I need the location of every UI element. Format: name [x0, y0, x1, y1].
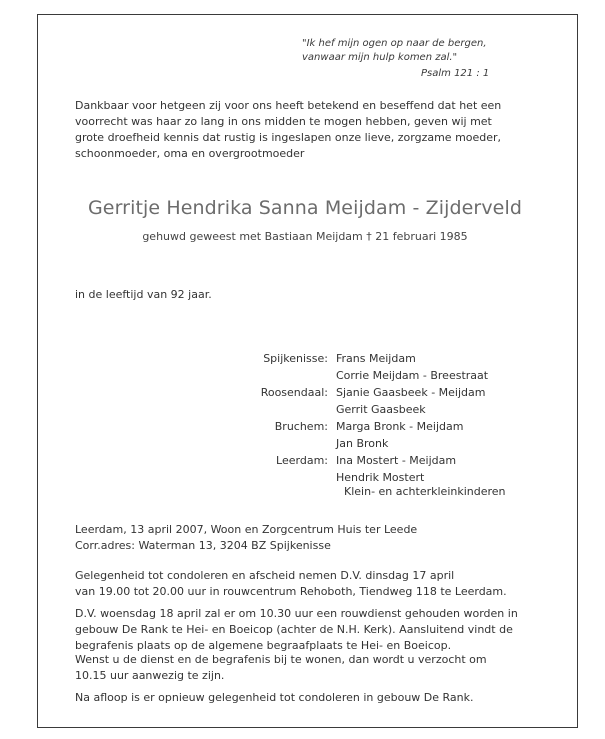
- grandchildren-line: Klein- en achterkleinkinderen: [344, 485, 506, 498]
- service-line: gebouw De Rank te Hei- en Boeicop (achter de N.H. Kerk). Aansluitend vindt de: [75, 623, 513, 636]
- family-person: Marga Bronk - Meijdam: [336, 420, 464, 433]
- family-person: Frans Meijdam: [336, 352, 416, 365]
- quote-line-1: "Ik hef mijn ogen op naar de bergen,: [302, 38, 487, 49]
- family-place: [200, 469, 336, 486]
- place-date: Leerdam, 13 april 2007, Woon en Zorgcentrum Huis ter Leede: [75, 523, 418, 536]
- condolence-line: Gelegenheid tot condoleren en afscheid nemen D.V. dinsdag 17 april: [75, 569, 455, 582]
- attendance-line: Wenst u de dienst en de begrafenis bij te wonen, dan wordt u verzocht om: [75, 653, 487, 666]
- family-place: Leerdam:: [276, 454, 328, 467]
- family-person: Corrie Meijdam - Breestraat: [336, 369, 489, 382]
- intro-text: [75, 98, 545, 162]
- intro-line: schoonmoeder, oma en overgrootmoeder: [75, 147, 305, 160]
- condolence-paragraph: [75, 568, 545, 600]
- family-person: Gerrit Gaasbeek: [336, 403, 426, 416]
- spouse-line: gehuwd geweest met Bastiaan Meijdam † 21 februari 1985: [142, 230, 468, 243]
- family-place: [200, 435, 336, 452]
- deceased-name: Gerritje Hendrika Sanna Meijdam - Zijderveld: [87, 197, 523, 219]
- family-place: Spijkenisse:: [263, 352, 328, 365]
- intro-line: grote droefheid kennis dat rustig is ingeslapen onze lieve, zorgzame moeder,: [75, 131, 502, 144]
- service-paragraph: [75, 606, 545, 654]
- family-place: [200, 401, 336, 418]
- intro-line: voorrecht was haar zo lang in ons midden te mogen hebben, geven wij met: [75, 115, 492, 128]
- family-row: [200, 452, 488, 469]
- attendance-line: 10.15 uur aanwezig te zijn.: [75, 669, 225, 682]
- family-person: Sjanie Gaasbeek - Meijdam: [336, 386, 486, 399]
- family-row: [200, 350, 488, 367]
- family-row: [200, 469, 488, 486]
- attendance-paragraph: [75, 652, 545, 684]
- family-row: [200, 401, 488, 418]
- final-line: Na afloop is er opnieuw gelegenheid tot condoleren in gebouw De Rank.: [75, 691, 474, 704]
- family-row: [200, 418, 488, 435]
- family-place: [200, 367, 336, 384]
- service-line: D.V. woensdag 18 april zal er om 10.30 uur een rouwdienst gehouden worden in: [75, 607, 518, 620]
- family-person: Ina Mostert - Meijdam: [336, 454, 457, 467]
- final-paragraph: [75, 690, 545, 706]
- intro-line: Dankbaar voor hetgeen zij voor ons heeft betekend en beseffend dat het een: [75, 99, 502, 112]
- age-line: in de leeftijd van 92 jaar.: [75, 288, 212, 301]
- correspondence-address: Corr.adres: Waterman 13, 3204 BZ Spijkenisse: [75, 539, 331, 552]
- condolence-line: van 19.00 tot 20.00 uur in rouwcentrum Rehoboth, Tiendweg 118 te Leerdam.: [75, 585, 507, 598]
- family-row: [200, 435, 488, 452]
- family-place: Roosendaal:: [260, 386, 328, 399]
- family-list: [200, 350, 488, 486]
- bible-quote: [302, 37, 487, 65]
- family-place: Bruchem:: [274, 420, 328, 433]
- quote-line-2: vanwaar mijn hulp komen zal.": [302, 52, 458, 63]
- quote-source: Psalm 121 : 1: [421, 68, 490, 79]
- service-line: begrafenis plaats op de algemene begraafplaats te Hei- en Boeicop.: [75, 639, 452, 652]
- place-date-block: [75, 522, 545, 554]
- family-row: [200, 367, 488, 384]
- family-row: [200, 384, 488, 401]
- family-person: Jan Bronk: [336, 437, 389, 450]
- family-person: Hendrik Mostert: [336, 471, 425, 484]
